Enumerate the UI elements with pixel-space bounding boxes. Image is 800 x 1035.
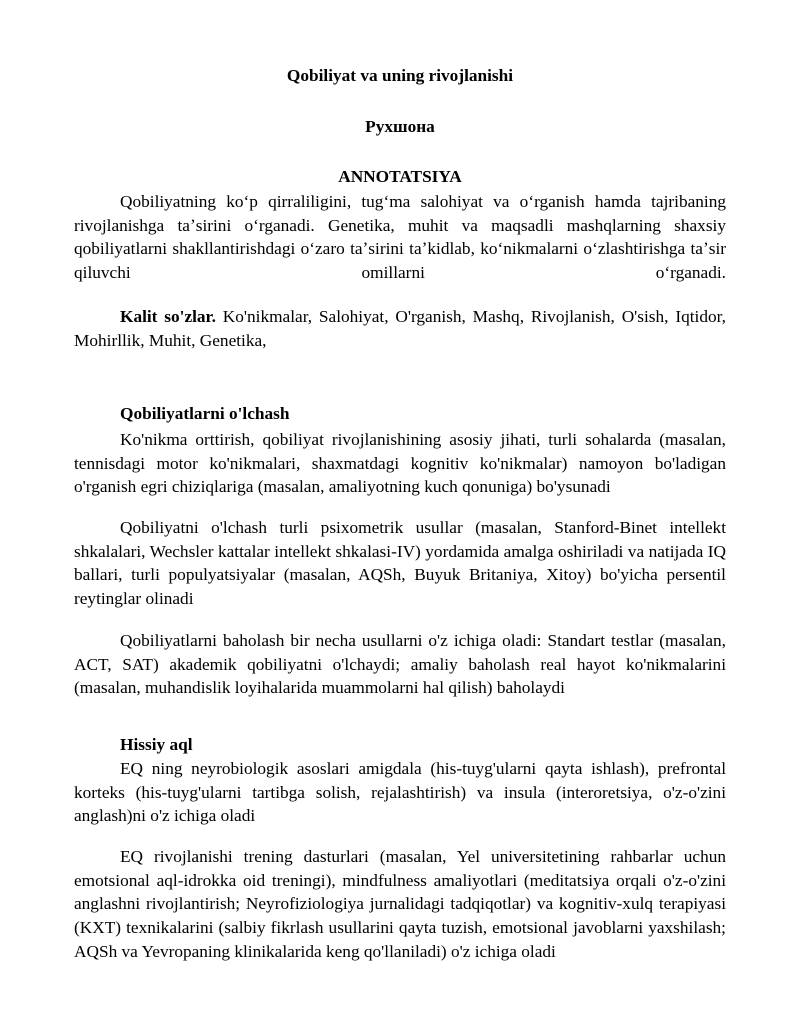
- paragraph: EQ rivojlanishi trening dasturlari (masalan, Yel universitetining rahbarlar uchun emotsional aql-idrokka oid treningi), mindfulness amaliyotlari (meditatsiya orqali o'z-o'zini anglashni rivojlantirish; Neyrofiziologiya jurnalidagi tadqiqotlar) va kognitiv-xulq terapiyasi (KXT) texnikalarini (salbiy fikrlash usullarini qayta tuzish, emotsional javoblarni yaxshilash; AQSh va Yevropaning klinikalarida keng qo'llaniladi) o'z ichiga oladi: [74, 847, 726, 961]
- keywords-paragraph: [74, 305, 726, 352]
- keywords-text: Ko'nikmalar, Salohiyat, O'rganish, Mashq, Rivojlanish, O'sish, Iqtidor, Mohirllik, Muhit, Genetika,: [74, 307, 726, 350]
- section-heading-emotional-intelligence: Hissiy aql: [120, 735, 193, 754]
- paragraph: Qobiliyatni o'lchash turli psixometrik usullar (masalan, Stanford-Binet intellekt shkalalari, Wechsler kattalar intellekt shkalasi-IV) yordamida amalga oshiriladi va natijada IQ ballari, turli populyatsiyalar (masalan, AQSh, Buyuk Britaniya, Xitoy) bo'yicha persentil reytinglar olinadi: [74, 518, 726, 609]
- section-heading-measuring: Qobiliyatlarni o'lchash: [120, 404, 290, 423]
- document-title: Qobiliyat va uning rivojlanishi: [286, 66, 514, 85]
- annotation-text: Qobiliyatning koʻp qirraliligini, tugʻma salohiyat va oʻrganish hamda tajribaning rivojlanishga taʼsirini oʻrganadi. Genetika, muhit va maqsadli mashqlarning shaxsiy qobiliyatlarni shakllantirishdagi oʻzaro taʼsirini taʼkidlab, koʻnikmalarni oʻzlashtirishga taʼsir qiluvchi omillarni oʻrganadi.: [74, 192, 726, 283]
- annotation-heading: ANNOTATSIYA: [338, 167, 462, 186]
- keywords-label: Kalit so'zlar.: [120, 307, 216, 326]
- author-name: Рухшона: [365, 117, 435, 136]
- paragraph: EQ ning neyrobiologik asoslari amigdala (his-tuyg'ularni qayta ishlash), prefrontal korteks (his-tuyg'ularni tartibga solish, rejalashtirish) va insula (interoretsiya, o'z-o'zini anglash)ni o'z ichiga oladi: [74, 759, 726, 826]
- paragraph: Ko'nikma orttirish, qobiliyat rivojlanishining asosiy jihati, turli sohalarda (masalan, tennisdagi motor ko'nikmalari, shaxmatdagi kognitiv ko'nikmalar) namoyon bo'ladigan o'rganish egri chiziqlariga (masalan, amaliyotning kuch qonuniga) bo'ysunadi: [74, 430, 726, 497]
- paragraph: Qobiliyatlarni baholash bir necha usullarni o'z ichiga oladi: Standart testlar (masalan, ACT, SAT) akademik qobiliyatni o'lchaydi; amaliy baholash real hayot ko'nikmalarini (masalan, muhandislik loyihalarida muammolarni hal qilish) baholaydi: [74, 631, 726, 698]
